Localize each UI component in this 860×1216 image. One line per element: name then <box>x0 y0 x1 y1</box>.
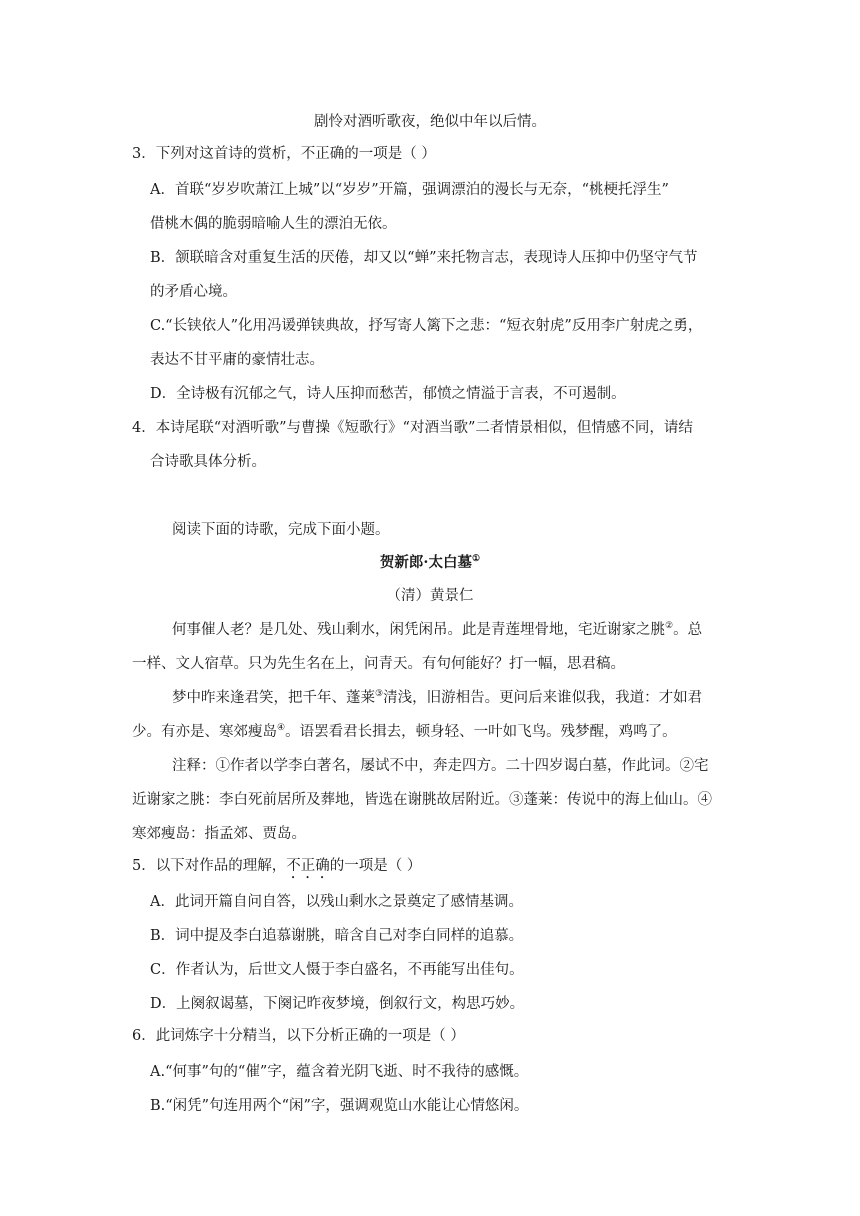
poem-text: 。总 <box>673 622 703 638</box>
q3-option-a-line1: A．首联“岁岁吹萧江上城”以“岁岁”开篇，强调漂泊的漫长与无奈，“桃梗托浮生” <box>150 182 669 198</box>
notes-line1: 注释：①作者以学李白著名，屡试不中，奔走四方。二十四岁谒白墓，作此词。②宅 <box>172 758 709 774</box>
poem-text: 。语罢看君长揖去，顿身轻、一叶如飞鸟。残梦醒，鸡鸣了。 <box>285 724 677 740</box>
poem-text: 何事催人老？是几处、残山剩水，闲凭闲吊。此是青莲埋骨地，宅近谢家之朓 <box>172 622 665 638</box>
footnote-marker: ② <box>665 621 674 632</box>
question-6-stem: 6．此词炼字十分精当，以下分析正确的一项是（ ） <box>132 1028 465 1044</box>
notes-line3: 寒郊瘦岛：指孟郊、贾岛。 <box>132 826 306 842</box>
poem-stanza2-line1 <box>172 688 702 708</box>
poem-text: 梦中昨来逢君笑，把千年、蓬莱 <box>172 690 375 706</box>
q3-option-b-line1: B．颔联暗含对重复生活的厌倦，却又以“蝉”来托物言志，表现诗人压抑中仍坚守气节 <box>150 250 698 266</box>
q5-option-c: C．作者认为，后世文人慑于李白盛名，不再能写出佳句。 <box>150 962 524 978</box>
footnote-marker: ③ <box>375 689 384 700</box>
q6-option-b: B.“闲凭”句连用两个“闲”字，强调观览山水能让心情悠闲。 <box>150 1098 529 1114</box>
poem-title-text: 贺新郎·太白墓 <box>379 554 472 571</box>
question-4-line1: 4．本诗尾联“对酒听歌”与曹操《短歌行》“对酒当歌”二者情景相似，但情感不同，请结 <box>132 420 693 436</box>
q3-option-c-line1: C.“长铗依人”化用冯谖弹铗典故，抒写寄人篱下之悲：“短衣射虎”反用李广射虎之勇， <box>150 318 703 334</box>
poem-author: （清）黄景仁 <box>386 588 474 604</box>
q3-option-a-line2: 借桃木偶的脆弱暗喻人生的漂泊无依。 <box>150 216 397 232</box>
stem-text: 的一项是（ ） <box>329 858 422 874</box>
poem-title-note: ① <box>471 554 481 565</box>
question-3-stem: 3．下列对这首诗的赏析，不正确的一项是（ ） <box>132 146 436 162</box>
poem-stanza1-line1 <box>172 620 702 640</box>
footnote-marker: ④ <box>277 723 286 734</box>
question-5-stem <box>132 856 421 882</box>
poem-stanza1-line2: 一样、文人宿草。只为先生名在上，问青天。有句何能好？打一幅，思君稿。 <box>132 656 625 672</box>
q3-option-c-line2: 表达不甘平庸的豪情壮志。 <box>150 352 324 368</box>
q3-option-d: D．全诗极有沉郁之气，诗人压抑而愁苦，郁愤之情溢于言表，不可遏制。 <box>150 386 626 402</box>
poem-last-line: 剧怜对酒听歌夜，绝似中年以后情。 <box>314 114 546 130</box>
poem-text: 少。有亦是、寒郊瘦岛 <box>132 724 277 740</box>
stem-text: 5．以下对作品的理解， <box>132 858 287 874</box>
q3-option-b-line2: 的矛盾心境。 <box>150 284 237 300</box>
reading-intro: 阅读下面的诗歌，完成下面小题。 <box>172 522 390 538</box>
q5-option-d: D．上阕叙谒墓，下阕记昨夜梦境，倒叙行文，构思巧妙。 <box>150 996 525 1012</box>
notes-line2: 近谢家之朓：李白死前居所及葬地，皆选在谢朓故居附近。③蓬莱：传说中的海上仙山。④ <box>132 792 712 808</box>
poem-title <box>0 553 860 573</box>
q5-option-b: B．词中提及李白追慕谢朓，暗含自己对李白同样的追慕。 <box>150 928 524 944</box>
question-4-line2: 合诗歌具体分析。 <box>150 454 266 470</box>
poem-stanza2-line2 <box>132 722 677 742</box>
poem-text: 清浅，旧游相告。更问后来谁似我，我道：才如君 <box>383 690 703 706</box>
emphasis-text: 不正确 <box>286 858 330 874</box>
q5-option-a: A．此词开篇自问自答，以残山剩水之景奠定了感情基调。 <box>150 894 523 910</box>
q6-option-a: A.“何事”句的“催”字，蕴含着光阴飞逝、时不我待的感慨。 <box>150 1064 529 1080</box>
